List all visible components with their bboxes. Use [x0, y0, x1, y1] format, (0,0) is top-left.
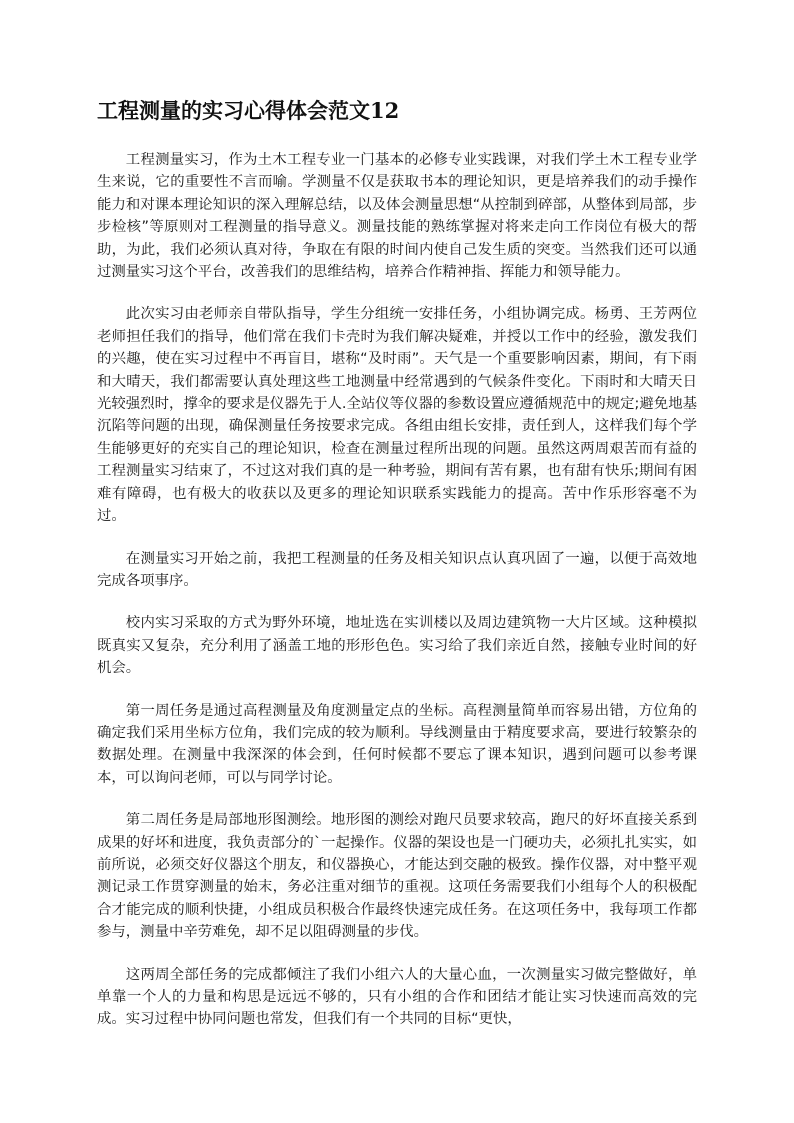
paragraph-teamwork: 这两周全部任务的完成都倾注了我们小组六人的大量心血，一次测量实习做完整做好，单单靠一个人的力量和构思是远远不够的，只有小组的合作和团结才能让实习快速而高效的完成。实习过程中协同问题也常发，但我们有一个共同的目标“更快，	[97, 966, 697, 1028]
paragraph-week-two: 第二周任务是局部地形图测绘。地形图的测绘对跑尺员要求较高，跑尺的好坏直接关系到成果的好坏和进度，我负责部分的`一起操作。仪器的架设也是一门硬功夫，必须扎扎实实，如前所说，必须交好仪器这个朋友，和仪器换心，才能达到交融的极致。操作仪器，对中整平观测记录工作贯穿测量的始末，务必注重对细节的重视。这项任务需要我们小组每个人的积极配合才能完成的顺利快捷，小组成员积极合作最终快速完成任务。在这项任务中，我每项工作都参与，测量中辛劳难免，却不足以阻碍测量的步伐。	[97, 812, 697, 941]
document-title: 工程测量的实习心得体会范文12	[97, 98, 400, 123]
paragraph-week-one: 第一周任务是通过高程测量及角度测量定点的坐标。高程测量简单而容易出错，方位角的确定我们采用坐标方位角，我们完成的较为顺利。导线测量由于精度要求高，要进行较繁杂的数据处理。在测量中我深深的体会到，任何时候都不要忘了课本知识，遇到问题可以参考课本，可以询问老师，可以与同学讨论。	[97, 702, 697, 786]
paragraph-location: 校内实习采取的方式为野外环境，地址选在实训楼以及周边建筑物一大片区域。这种模拟既真实又复杂，充分利用了涵盖工地的形形色色。实习给了我们亲近自然，接触专业时间的好机会。	[97, 615, 697, 677]
paragraph-preparation: 在测量实习开始之前，我把工程测量的任务及相关知识点认真巩固了一遍，以便于高效地完成各项事序。	[97, 550, 697, 589]
paragraph-intro: 工程测量实习，作为土木工程专业一门基本的必修专业实践课，对我们学土木工程专业学生来说，它的重要性不言而喻。学测量不仅是获取书本的理论知识，更是培养我们的动手操作能力和对课本理论知识的深入理解总结，以及体会测量思想“从控制到碎部，从整体到局部，步步检核”等原则对工程测量的指导意义。测量技能的熟练掌握对将来走向工作岗位有极大的帮助，为此，我们必须认真对待，争取在有限的时间内使自己发生质的突变。当然我们还可以通过测量实习这个平台，改善我们的思维结构，培养合作精神指、挥能力和领导能力。	[97, 152, 697, 281]
paragraph-guidance: 此次实习由老师亲自带队指导，学生分组统一安排任务，小组协调完成。杨勇、王芳两位老师担任我们的指导，他们常在我们卡壳时为我们解决疑难，并授以工作中的经验，激发我们的兴趣，使在实习过程中不再盲目，堪称“及时雨”。天气是一个重要影响因素，期间，有下雨和大晴天，我们都需要认真处理这些工地测量中经常遇到的气候条件变化。下雨时和大晴天日光较强烈时，撑伞的要求是仪器先于人.全站仪等仪器的参数设置应遵循规范中的规定;避免地基沉陷等问题的出现，确保测量任务按要求完成。各组由组长安排，责任到人，这样我们每个学生能够更好的充实自己的理论知识，检查在测量过程所出现的问题。虽然这两周艰苦而有益的工程测量实习结束了，不过这对我们真的是一种考验，期间有苦有累，也有甜有快乐;期间有困难有障碍，也有极大的收获以及更多的理论知识联系实践能力的提高。苦中作乐形容毫不为过。	[97, 306, 697, 525]
document-page	[97, 96, 697, 1051]
